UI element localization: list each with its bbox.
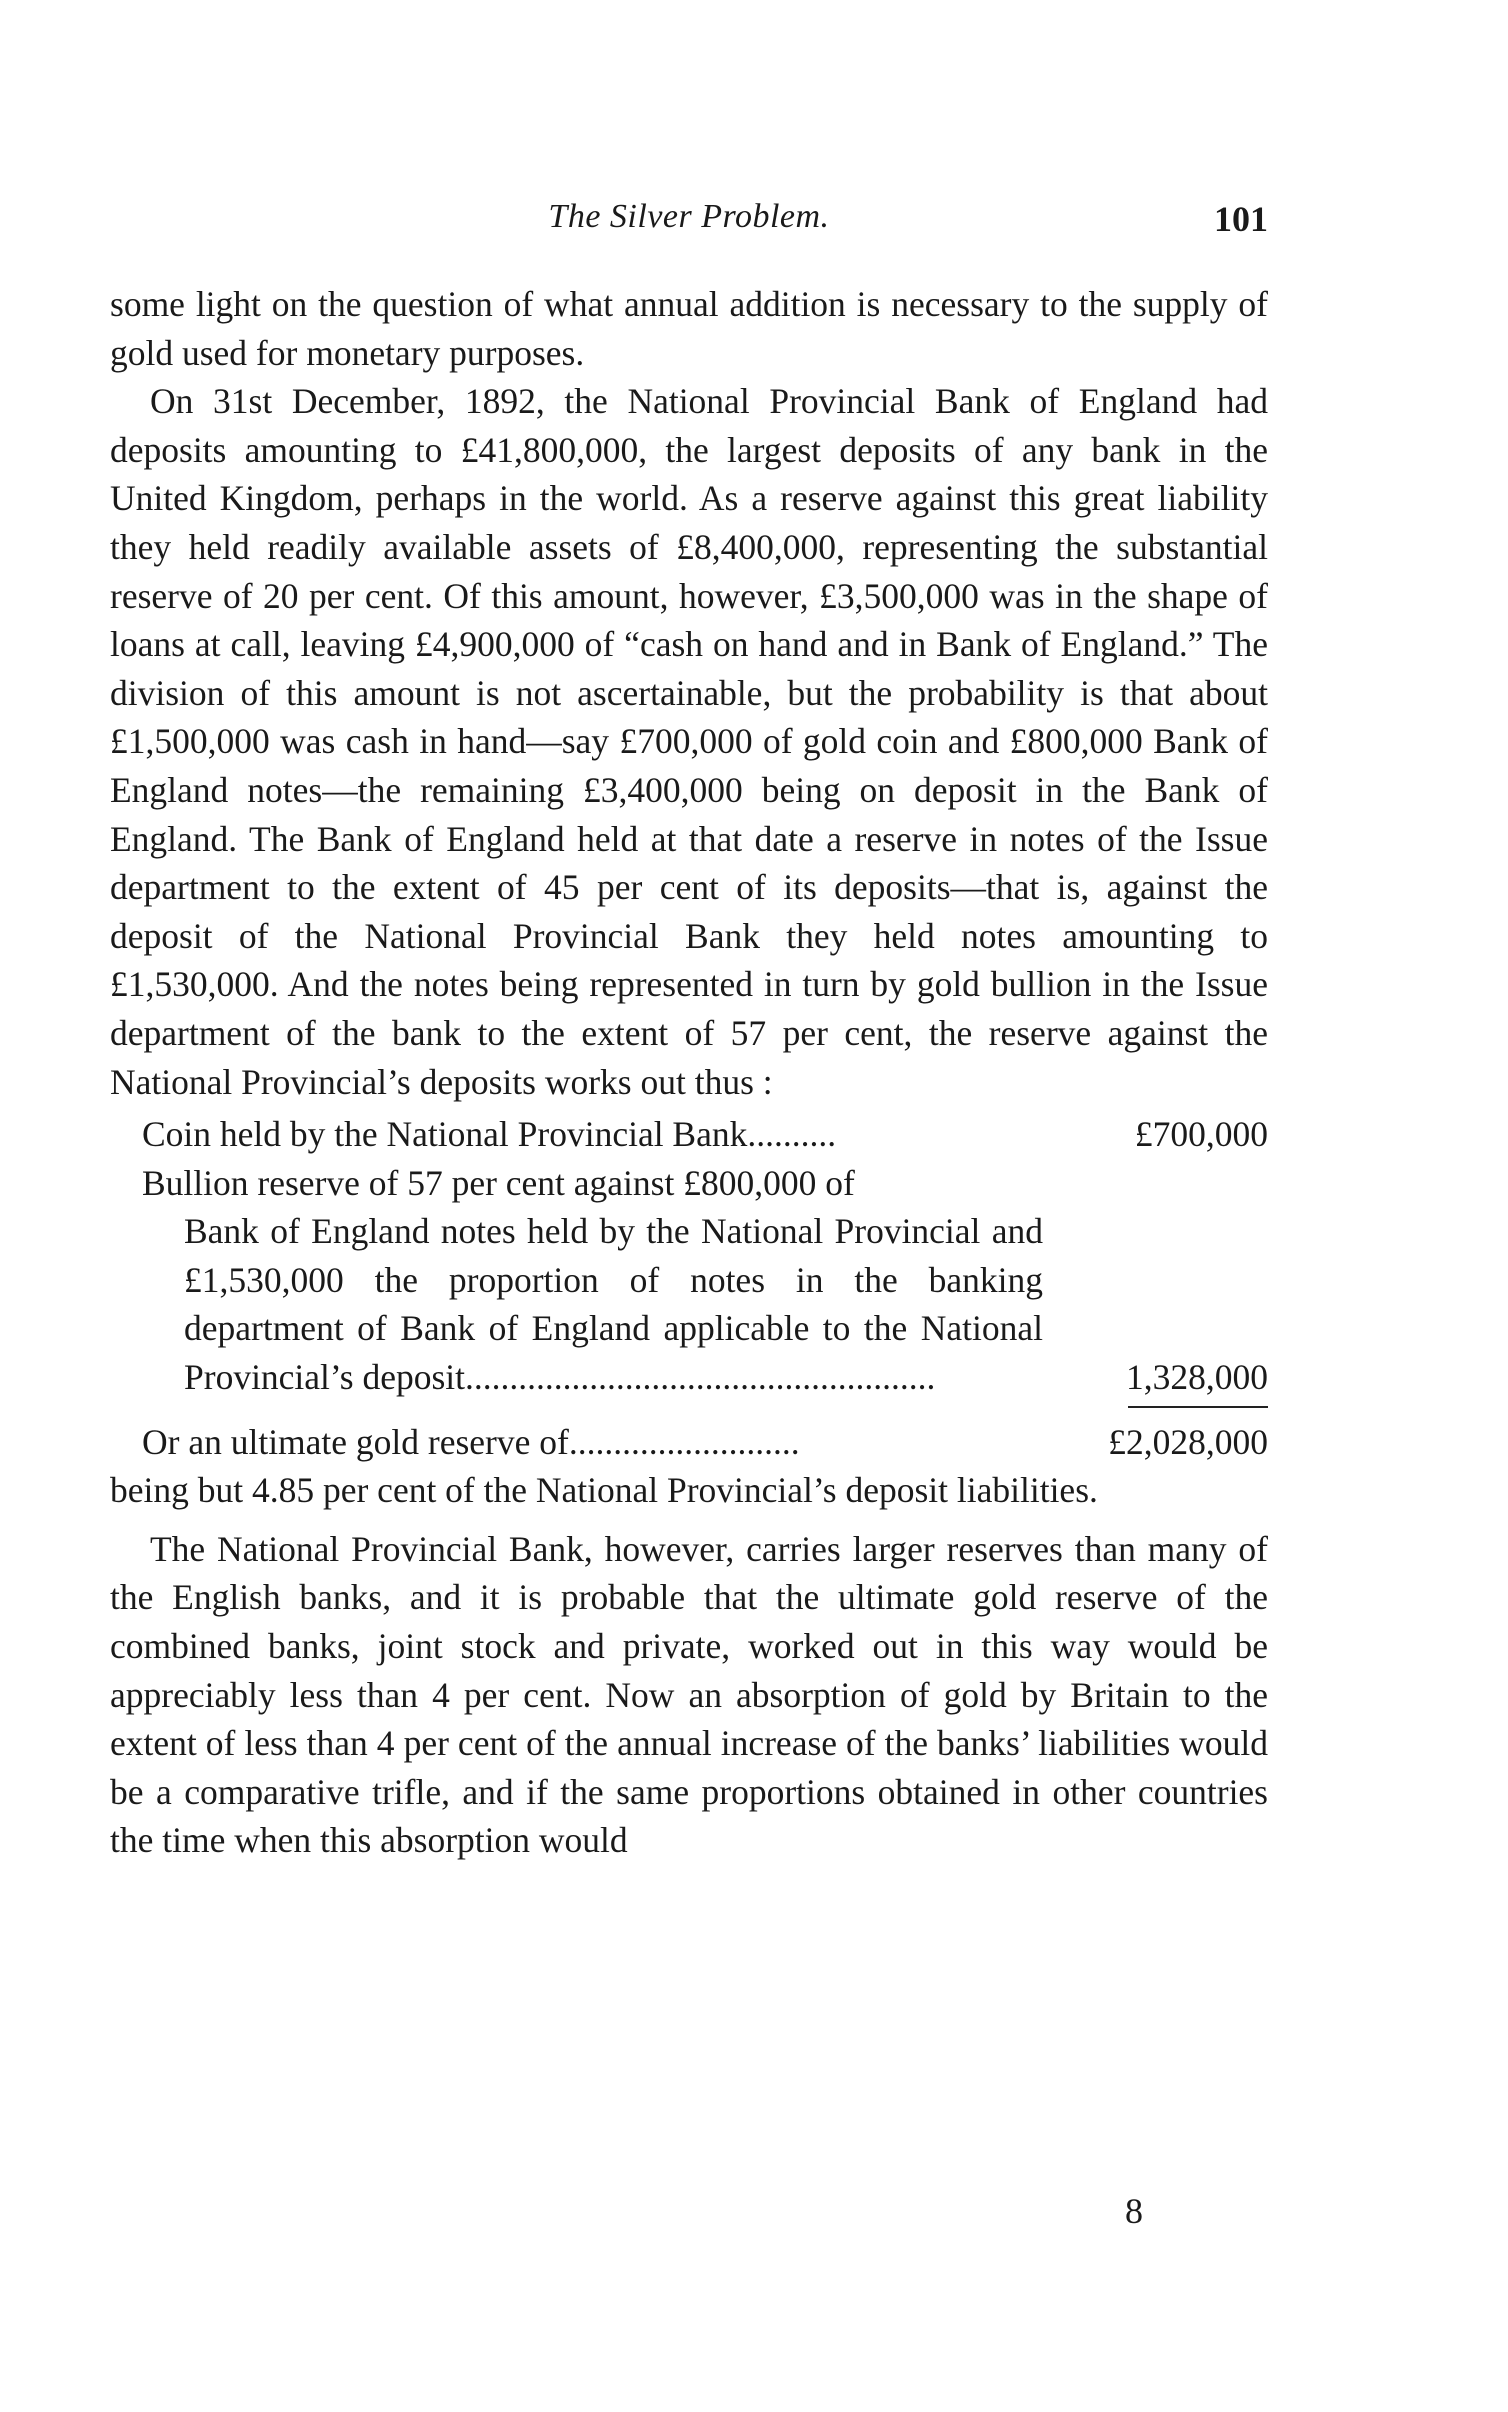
body-text <box>110 280 1268 1865</box>
reserve-item-amount: 1,328,000 <box>1126 1357 1268 1398</box>
reserve-item-label: Bullion reserve of 57 per cent against £800,000 of <box>142 1162 855 1203</box>
sum-rule-row <box>110 1406 1268 1418</box>
sum-rule <box>1128 1406 1268 1418</box>
reserve-table <box>110 1110 1268 1466</box>
page-number: 101 <box>1214 199 1268 239</box>
paragraph-percentage: being but 4.85 per cent of the National Provincial’s deposit liabilities. <box>110 1470 1098 1511</box>
reserve-item-coin <box>142 1110 1268 1159</box>
paragraph-national-provincial: On 31st December, 1892, the National Provincial Bank of England had deposits amounting to £41,800,000, the largest deposits of any bank in the United Kingdom, perhaps in the world. As a reserve against this great liability they held readily available assets of £8,400,000, representing the substantial reserve of 20 per cent. Of this amount, however, £3,500,000 was in the shape of loans at call, leaving £4,900,000 of “cash on hand and in Bank of England.” The division of this amount is not ascertainable, but the probability is that about £1,500,000 was cash in hand—say £700,000 of gold coin and £800,000 Bank of England notes—the remaining £3,400,000 being on deposit in the Bank of England. The Bank of England held at that date a reserve in notes of the Issue department to the extent of 45 per cent of its deposits—that is, against the deposit of the National Provincial Bank they held notes amounting to £1,530,000. And the notes being represented in turn by gold bullion in the Issue department of the bank to the extent of 57 per cent, the reserve against the National Provincial’s deposits works out thus : <box>110 381 1268 1102</box>
paragraph-larger-reserves: The National Provincial Bank, however, carries larger reserves than many of the English banks, and it is probable that the ultimate gold reserve of the combined banks, joint stock and private, worked out in this way would be appreciably less than 4 per cent. Now an absorption of gold by Britain to the extent of less than 4 per cent of the annual increase of the banks’ liabilities would be a comparative trifle, and if the same proportions obtained in other countries the time when this absorption would <box>110 1528 1268 1861</box>
reserve-total <box>142 1418 1268 1467</box>
reserve-item-amount: £700,000 <box>1134 1114 1268 1155</box>
signature-mark: 8 <box>1125 2191 1143 2231</box>
reserve-item-continuation-row <box>142 1207 1268 1401</box>
reserve-item-continuation: Bank of England notes held by the National Provincial and £1,530,000 the proportion of notes in the banking department of Bank of England applicable to the National Provincial’s deposit..................................................... <box>184 1211 1043 1398</box>
reserve-item-label: Coin held by the National Provincial Bank.......... <box>142 1114 837 1155</box>
paragraph-continued: some light on the question of what annual addition is necessary to the supply of gold used for monetary purposes. <box>110 284 1268 373</box>
running-head: The Silver Problem. <box>548 198 830 235</box>
reserve-total-label: Or an ultimate gold reserve of.......................... <box>142 1421 800 1462</box>
page-header <box>110 198 1268 248</box>
reserve-total-amount: £2,028,000 <box>1108 1421 1268 1462</box>
reserve-item-bullion <box>142 1159 1268 1402</box>
